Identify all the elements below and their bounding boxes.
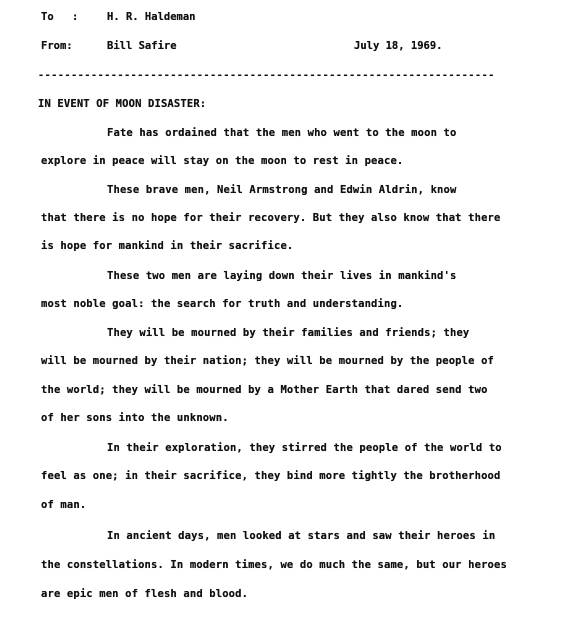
from-label: From: — [41, 40, 73, 52]
body-line: feel as one; in their sacrifice, they bind more tightly the brotherhood — [41, 470, 501, 482]
body-line: In ancient days, men looked at stars and saw their heroes in — [107, 530, 496, 542]
body-line: are epic men of flesh and blood. — [41, 588, 249, 600]
body-line: Fate has ordained that the men who went to the moon to — [107, 127, 457, 139]
from-value: Bill Safire — [107, 40, 177, 52]
body-line: They will be mourned by their families and friends; they — [107, 327, 470, 339]
memo-divider: --------------------------------------------------------------------- — [38, 70, 495, 81]
body-line: the constellations. In modern times, we do much the same, but our heroes — [41, 559, 507, 571]
body-line: explore in peace will stay on the moon to rest in peace. — [41, 155, 404, 167]
body-line: most noble goal: the search for truth and understanding. — [41, 298, 404, 310]
to-value: H. R. Haldeman — [107, 11, 196, 23]
to-colon: : — [72, 11, 79, 23]
body-line: These brave men, Neil Armstrong and Edwin Aldrin, know — [107, 184, 457, 196]
memo-heading: IN EVENT OF MOON DISASTER: — [38, 98, 207, 110]
body-line: that there is no hope for their recovery. But they also know that there — [41, 212, 501, 224]
to-label: To — [41, 11, 54, 23]
body-line: of man. — [41, 499, 87, 511]
body-line: These two men are laying down their lives in mankind's — [107, 270, 457, 282]
body-line: is hope for mankind in their sacrifice. — [41, 240, 294, 252]
body-line: of her sons into the unknown. — [41, 412, 229, 424]
body-line: the world; they will be mourned by a Mother Earth that dared send two — [41, 384, 488, 396]
body-line: In their exploration, they stirred the people of the world to — [107, 442, 502, 454]
memo-date: July 18, 1969. — [354, 40, 443, 52]
body-line: will be mourned by their nation; they will be mourned by the people of — [41, 355, 495, 367]
